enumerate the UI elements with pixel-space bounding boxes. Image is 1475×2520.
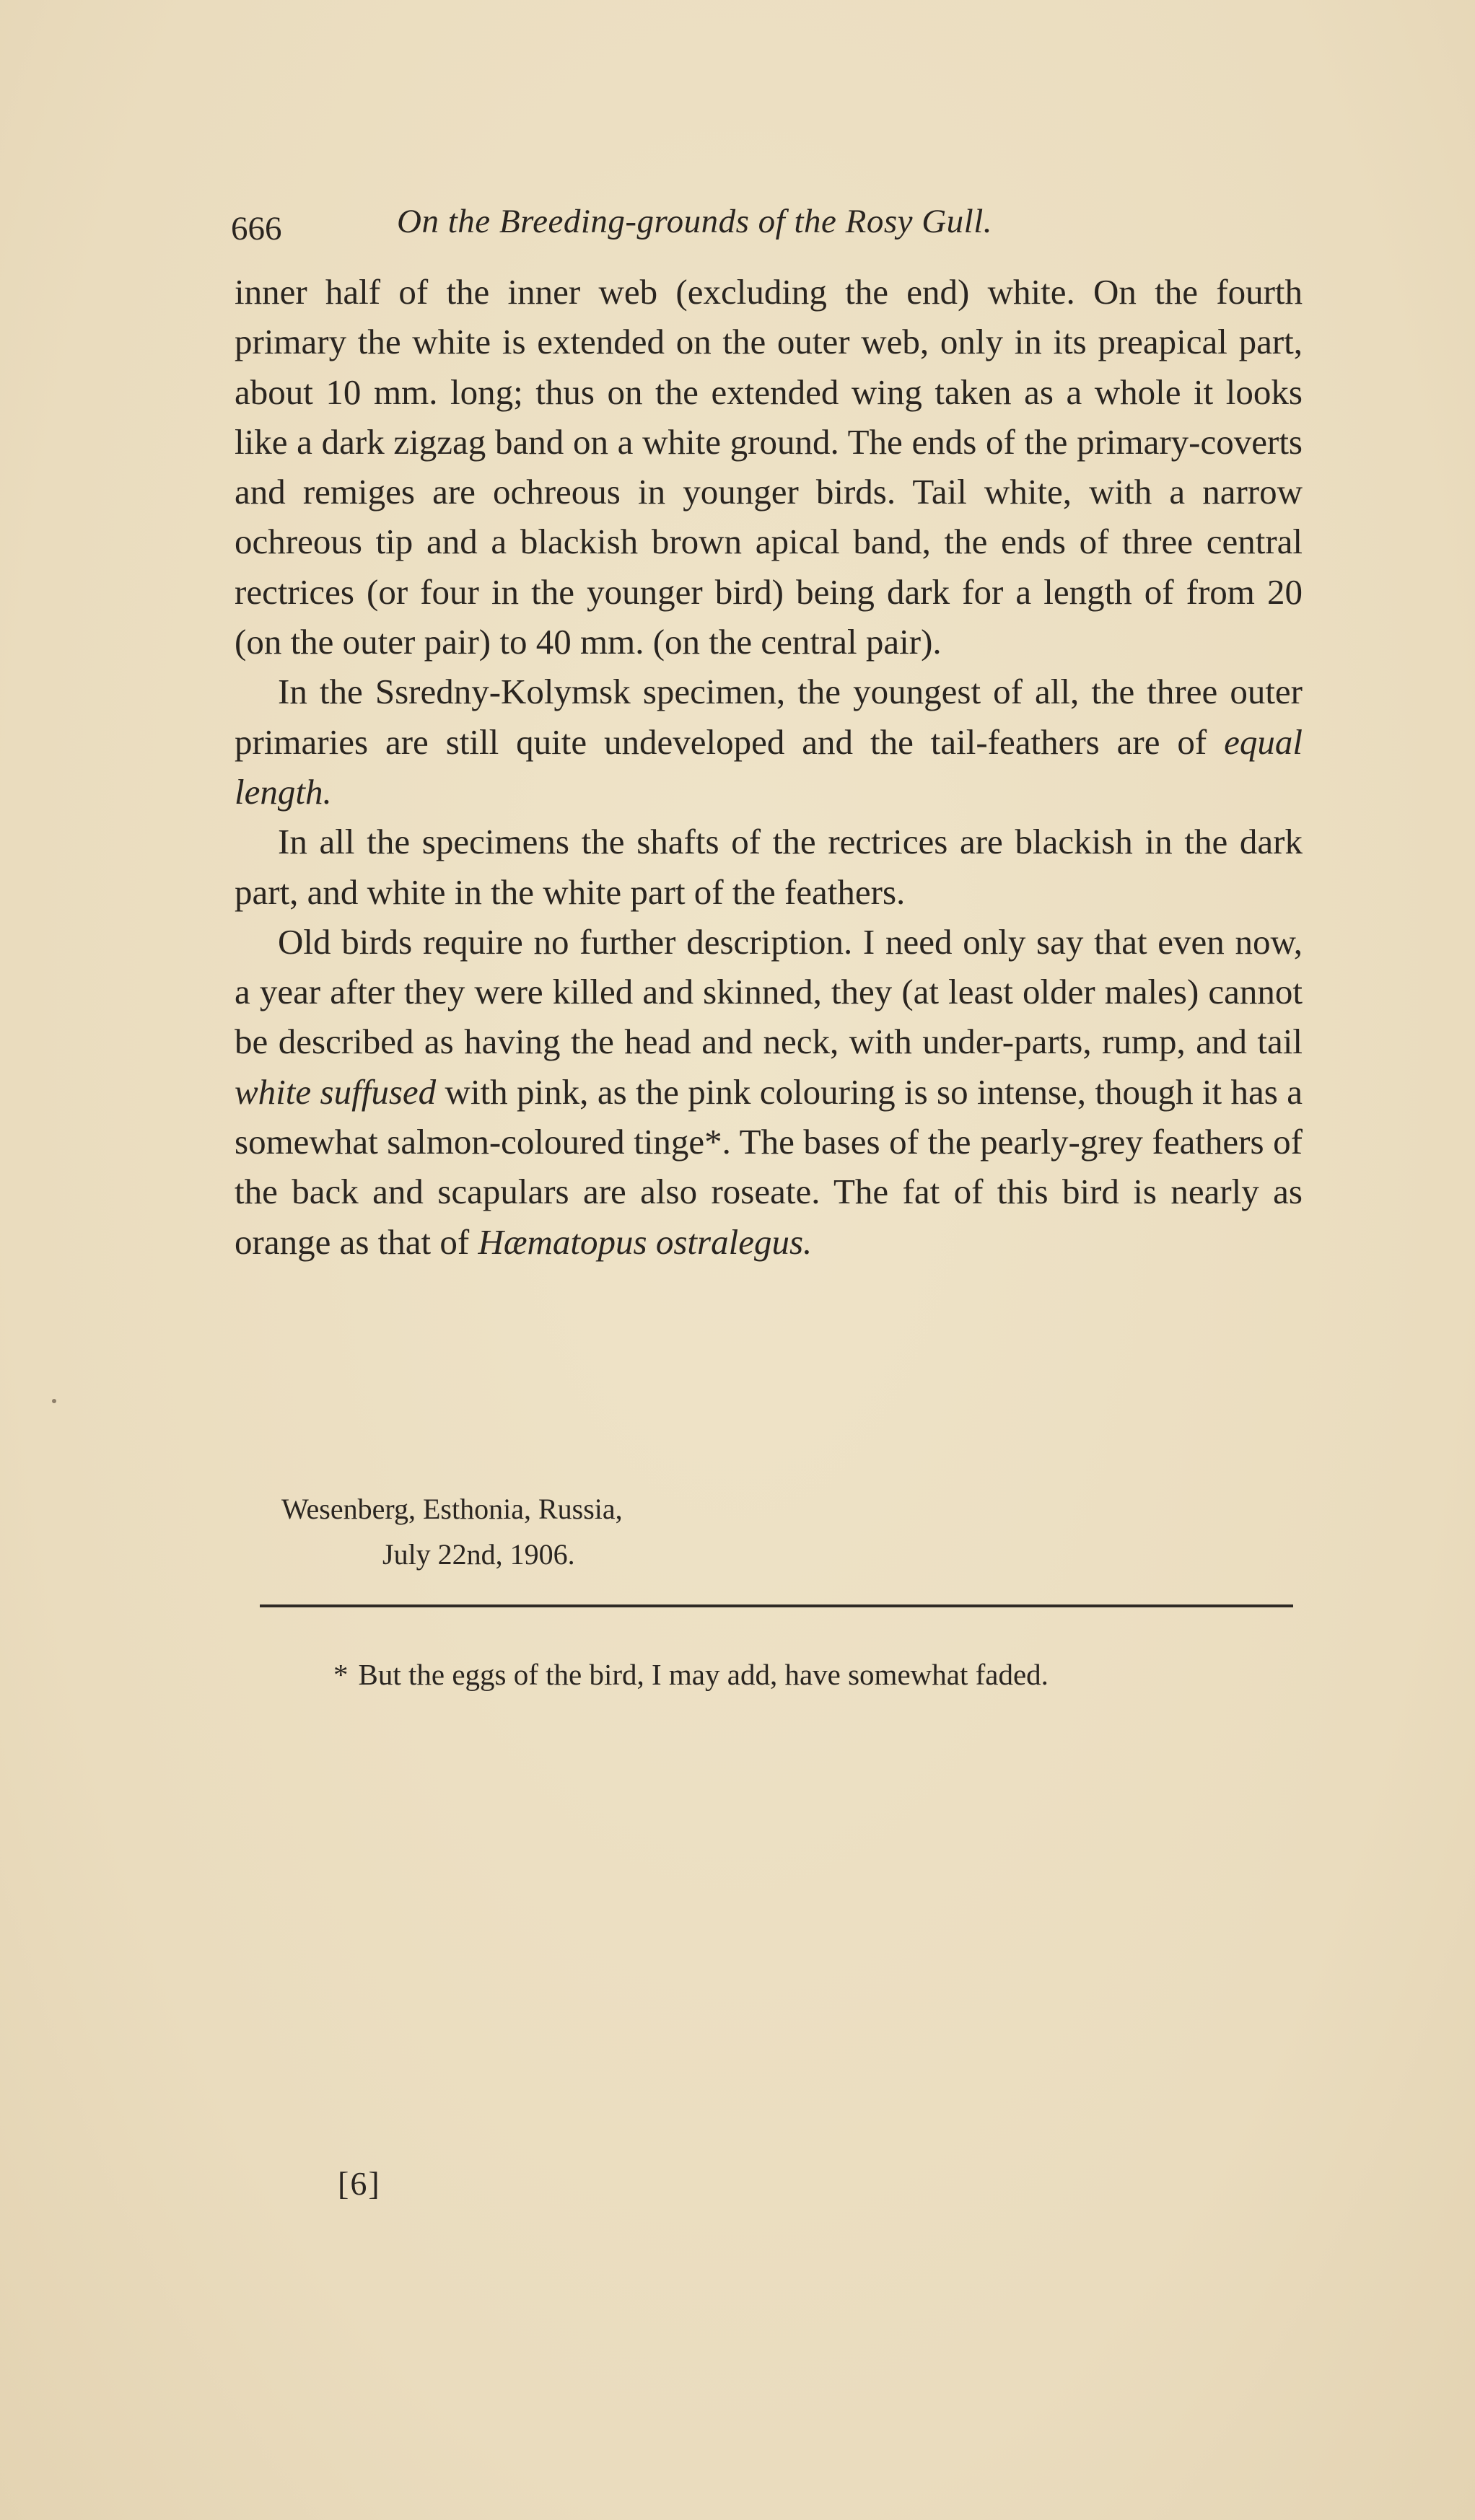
signature-block [281, 1486, 859, 1577]
paragraph-text: with pink, as the pink colouring is so intense, though it has a somewhat salmon-coloured tinge*. The bases of the pearly-grey feathers of the back and scapulars are also roseate. The fat of this bird is nearly as orange as that of [235, 1071, 1303, 1262]
binding-hole [52, 1399, 56, 1403]
footnote-divider [260, 1604, 1293, 1607]
signature-marker: [6] [338, 2165, 381, 2202]
italic-phrase: white suffused [235, 1071, 437, 1112]
paragraph-text: In the Ssredny-Kolymsk specimen, the youngest of all, the three outer primaries are still quite undeveloped and the tail-feathers are of [235, 672, 1303, 762]
body-text [235, 267, 1303, 1267]
running-title: On the Breeding-grounds of the Rosy Gull. [397, 203, 993, 240]
signature-place: Wesenberg, Esthonia, Russia, [281, 1493, 623, 1525]
footnote-mark: * [333, 1658, 349, 1691]
paragraph [235, 817, 1303, 917]
signature-date: July 22nd, 1906. [382, 1538, 575, 1571]
paragraph [235, 267, 1303, 667]
paragraph-text: Old birds require no further description. I need only say that even now, a year after they were killed and skinned, they (at least older males) cannot be described as having the head and neck, with under-parts, rump, and tail [235, 921, 1303, 1062]
page-header [231, 202, 1169, 253]
paragraph-text: inner half of the inner web (excluding the end) white. On the fourth primary the white is extended on the outer web, only in its preapical part, about 10 mm. long; thus on the extended wing taken as a whole it looks like a dark zigzag band on a white ground. The ends of the primary-coverts and remiges are ochreous in younger birds. Tail white, with a narrow ochreous tip and a blackish brown apical band, the ends of three central rectrices (or four in the younger bird) being dark for a length of from 20 (on the outer pair) to 40 mm. (on the central pair). [235, 272, 1303, 662]
footnote-text: But the eggs of the bird, I may add, have somewhat faded. [358, 1658, 1049, 1691]
footnote [333, 1655, 1308, 1694]
page-number: 666 [231, 210, 282, 247]
species-name: Hæmatopus ostralegus. [478, 1221, 813, 1262]
italic-phrase: equal length. [235, 721, 1303, 812]
paragraph-text: In all the specimens the shafts of the rectrices are blackish in the dark part, and white in the white part of the feathers. [235, 822, 1303, 912]
paragraph [235, 667, 1303, 817]
paragraph [235, 917, 1303, 1267]
